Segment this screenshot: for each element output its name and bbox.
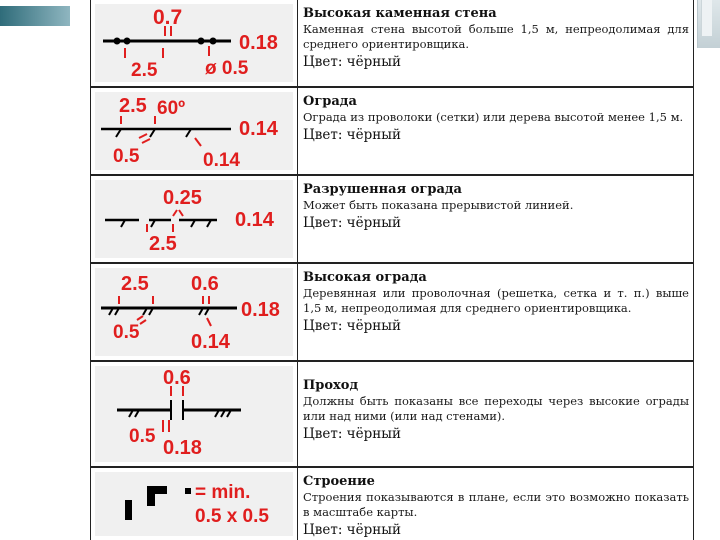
table-row-fence [91, 88, 693, 176]
dim-tick-width: 0.14 [203, 150, 240, 171]
dim-gap-width: 0.25 [163, 187, 202, 209]
dim-tick-width: 0.14 [191, 331, 230, 353]
symbol-color: Цвет: чёрный [303, 426, 401, 442]
symbol-cell [91, 0, 298, 86]
dim-line-width: 0.18 [239, 32, 278, 54]
slide-decoration-left [0, 0, 70, 30]
dim-pair-spacing: 0.6 [191, 273, 219, 295]
symbol-color: Цвет: чёрный [303, 54, 401, 70]
dim-tick-length: 0.5 [113, 146, 140, 167]
symbol-description: Строения показываются в плане, если это возможно показать в масштабе карты. [303, 490, 689, 519]
symbol-cell [91, 468, 298, 540]
ruined-fence-symbol [91, 176, 297, 262]
fence-symbol [91, 88, 297, 174]
symbol-title: Разрушенная ограда [303, 182, 462, 197]
dim-line-width: 0.14 [235, 209, 274, 231]
dim-dot-spacing: 2.5 [131, 60, 158, 81]
symbol-title: Строение [303, 474, 375, 489]
dim-line-spacing: 0.7 [153, 6, 183, 29]
symbol-description: Каменная стена высотой больше 1,5 м, непреодолимая для среднего ориентировщика. [303, 22, 689, 51]
description-cell [303, 378, 689, 443]
dim-line-width: 0.18 [163, 437, 202, 459]
dim-gap-width: 0.6 [163, 367, 191, 389]
symbol-cell [91, 264, 298, 360]
high-fence-symbol [91, 264, 297, 360]
stone-wall-symbol [91, 0, 297, 86]
description-cell [303, 6, 689, 71]
dim-tick-length: 0.5 [113, 322, 140, 343]
dim-tick-angle: 60º [157, 98, 186, 119]
dim-line-width: 0.14 [239, 118, 278, 140]
symbol-title: Высокая ограда [303, 270, 427, 285]
symbol-title: Высокая каменная стена [303, 6, 497, 21]
symbol-title: Проход [303, 378, 359, 393]
symbol-color: Цвет: чёрный [303, 127, 401, 143]
symbol-description: Деревянная или проволочная (решетка, сетка и т. п.) выше 1,5 м, непреодолимая для среднего ориентировщика. [303, 286, 689, 315]
dim-line-width: 0.18 [241, 299, 280, 321]
building-symbol [91, 468, 297, 540]
description-cell [303, 474, 689, 539]
symbol-description: Может быть показана прерывистой линией. [303, 198, 574, 212]
symbol-description: Ограда из проволоки (сетки) или дерева высотой менее 1,5 м. [303, 110, 684, 124]
symbol-cell [91, 362, 298, 466]
symbol-title: Ограда [303, 94, 357, 109]
table-row-building [91, 468, 693, 540]
table-row-ruined-fence [91, 176, 693, 264]
dim-dot-diameter: ø 0.5 [205, 58, 249, 79]
dim-tick-spacing: 2.5 [119, 95, 147, 117]
dim-tick-spacing: 2.5 [121, 273, 149, 295]
passage-symbol [91, 362, 297, 466]
description-cell [303, 182, 689, 232]
dim-min-label: = min. [195, 482, 251, 503]
symbol-description: Должны быть показаны все переходы через высокие ограды или над ними (или над стенами). [303, 394, 689, 423]
dim-segment-length: 2.5 [149, 233, 177, 255]
table-row-passage [91, 362, 693, 468]
table-row-stone-wall [91, 0, 693, 88]
symbol-color: Цвет: чёрный [303, 318, 401, 334]
description-cell [303, 270, 689, 335]
table-row-high-fence [91, 264, 693, 362]
symbol-color: Цвет: чёрный [303, 522, 401, 538]
dim-post-length: 0.5 [129, 426, 156, 447]
description-cell [303, 94, 689, 144]
symbol-color: Цвет: чёрный [303, 215, 401, 231]
dim-min-size: 0.5 x 0.5 [195, 506, 269, 527]
symbol-cell [91, 88, 298, 174]
symbol-table [90, 0, 694, 540]
symbol-cell [91, 176, 298, 262]
